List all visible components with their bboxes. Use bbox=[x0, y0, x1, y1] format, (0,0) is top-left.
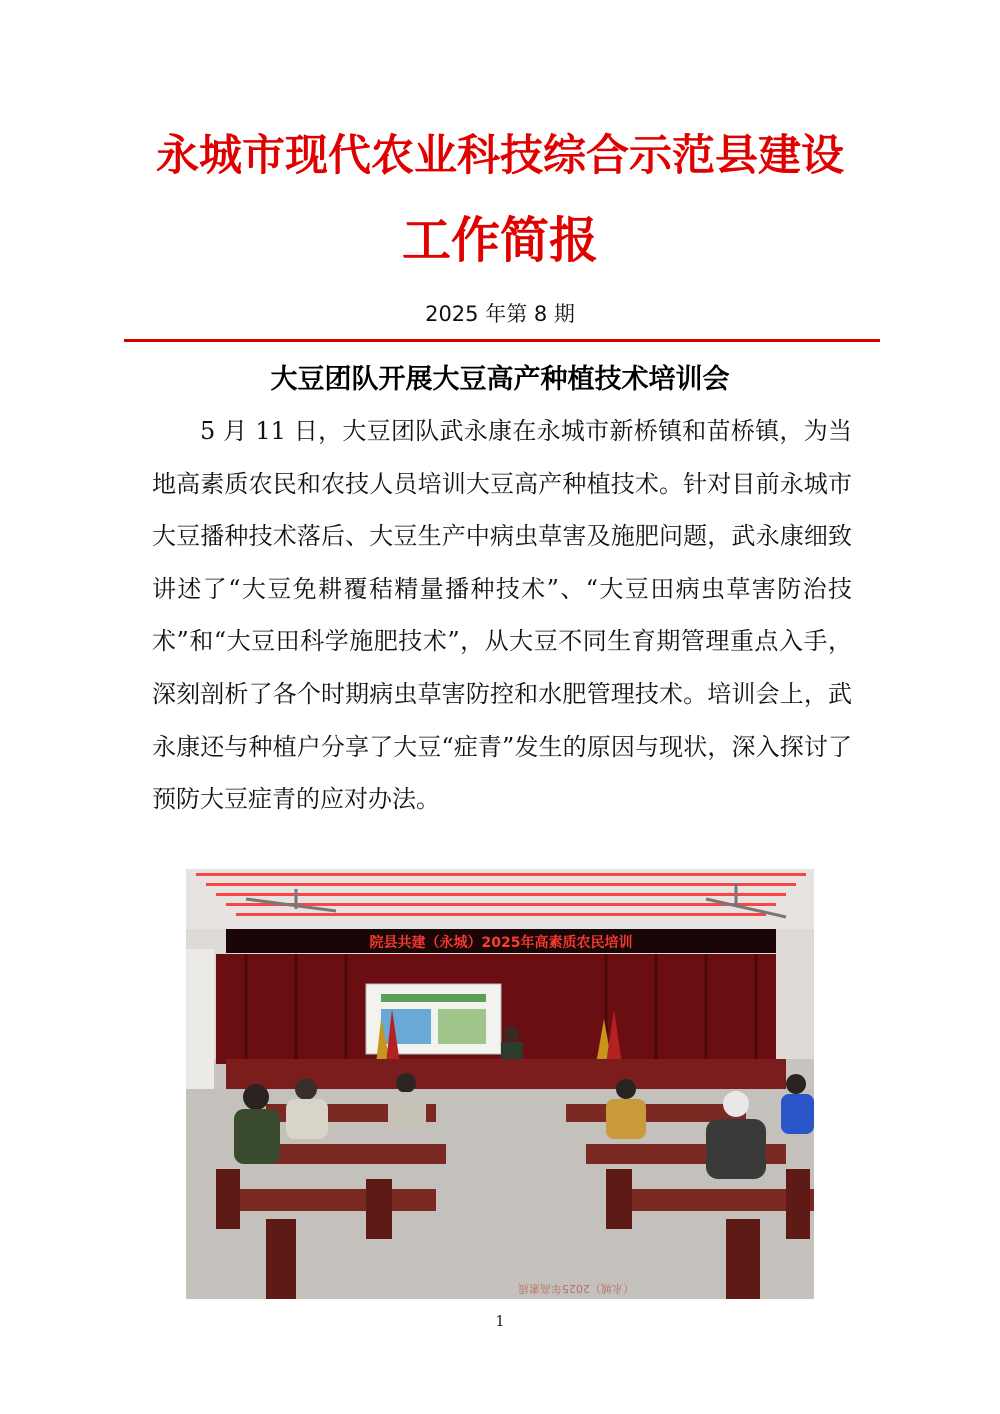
issue-number: 2025 年第 8 期 bbox=[425, 302, 575, 326]
article-body: 5 月 11 日，大豆团队武永康在永城市新桥镇和苗桥镇，为当地高素质农民和农技人员培训大豆高产种植技术。针对目前永城市大豆播种技术落后、大豆生产中病虫草害及施肥问题，武永康细致讲述了“大豆免耕覆秸精量播种技术”、“大豆田病虫草害防治技术”和“大豆田科学施肥技术”，从大豆不同生育期管理重点入手，深刻剖析了各个时期病虫草害防控和水肥管理技术。培训会上，武永康还与种植户分享了大豆“症青”发生的原因与现状，深入探讨了预防大豆症青的应对办法。 bbox=[152, 417, 852, 814]
training-photo bbox=[186, 869, 814, 1299]
brief-title-line2: 工作简报 bbox=[401, 211, 598, 269]
led-banner-text: 院县共建（永城）2025年高素质农民培训 bbox=[369, 935, 633, 951]
header-divider bbox=[124, 339, 880, 342]
article-title: 大豆团队开展大豆高产种植技术培训会 bbox=[270, 364, 730, 395]
page-number: 1 bbox=[495, 1312, 505, 1330]
brief-title-line1: 永城市现代农业科技综合示范县建设 bbox=[156, 131, 844, 181]
floor-reflection-text: （永城）2025年高素质 bbox=[518, 1282, 634, 1295]
